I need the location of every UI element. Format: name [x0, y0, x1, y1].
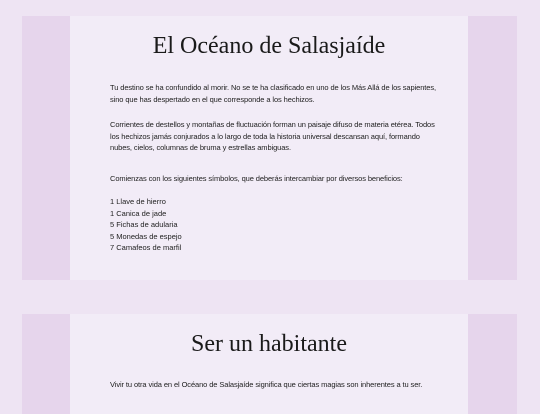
section-title-oceano: El Océano de Salasjaíde — [152, 33, 386, 59]
symbol-list — [110, 196, 182, 254]
landscape-paragraph: Corrientes de destellos y montañas de fluctuación forman un paisaje difuso de materia etérea. Todos los hechizos jamás conjurados a lo largo de toda la historia universal descansan aquí, formando nubes, cielos, columnas de bruma y estrellas ambiguas. — [110, 120, 435, 152]
symbols-intro-paragraph: Comienzas con los siguientes símbolos, que deberás intercambiar por diversos beneficios: — [110, 174, 403, 183]
list-item: 5 Fichas de adularia — [110, 220, 178, 229]
list-item: 7 Camafeos de marfil — [110, 243, 182, 252]
intro-paragraph: Tu destino se ha confundido al morir. No se te ha clasificado en uno de los Más Allá de los sapientes, sino que has despertado en el que corresponde a los hechizos. — [110, 83, 436, 104]
list-item: 1 Canica de jade — [110, 208, 167, 218]
habitante-paragraph: Vivir tu otra vida en el Océano de Salasjaíde significa que ciertas magias son inherentes a tu ser. — [110, 380, 423, 389]
list-item: 5 Monedas de espejo — [110, 231, 182, 241]
list-item: 1 Llave de hierro — [110, 197, 166, 206]
section-title-habitante: Ser un habitante — [191, 331, 347, 357]
section-card-2 — [70, 314, 468, 414]
